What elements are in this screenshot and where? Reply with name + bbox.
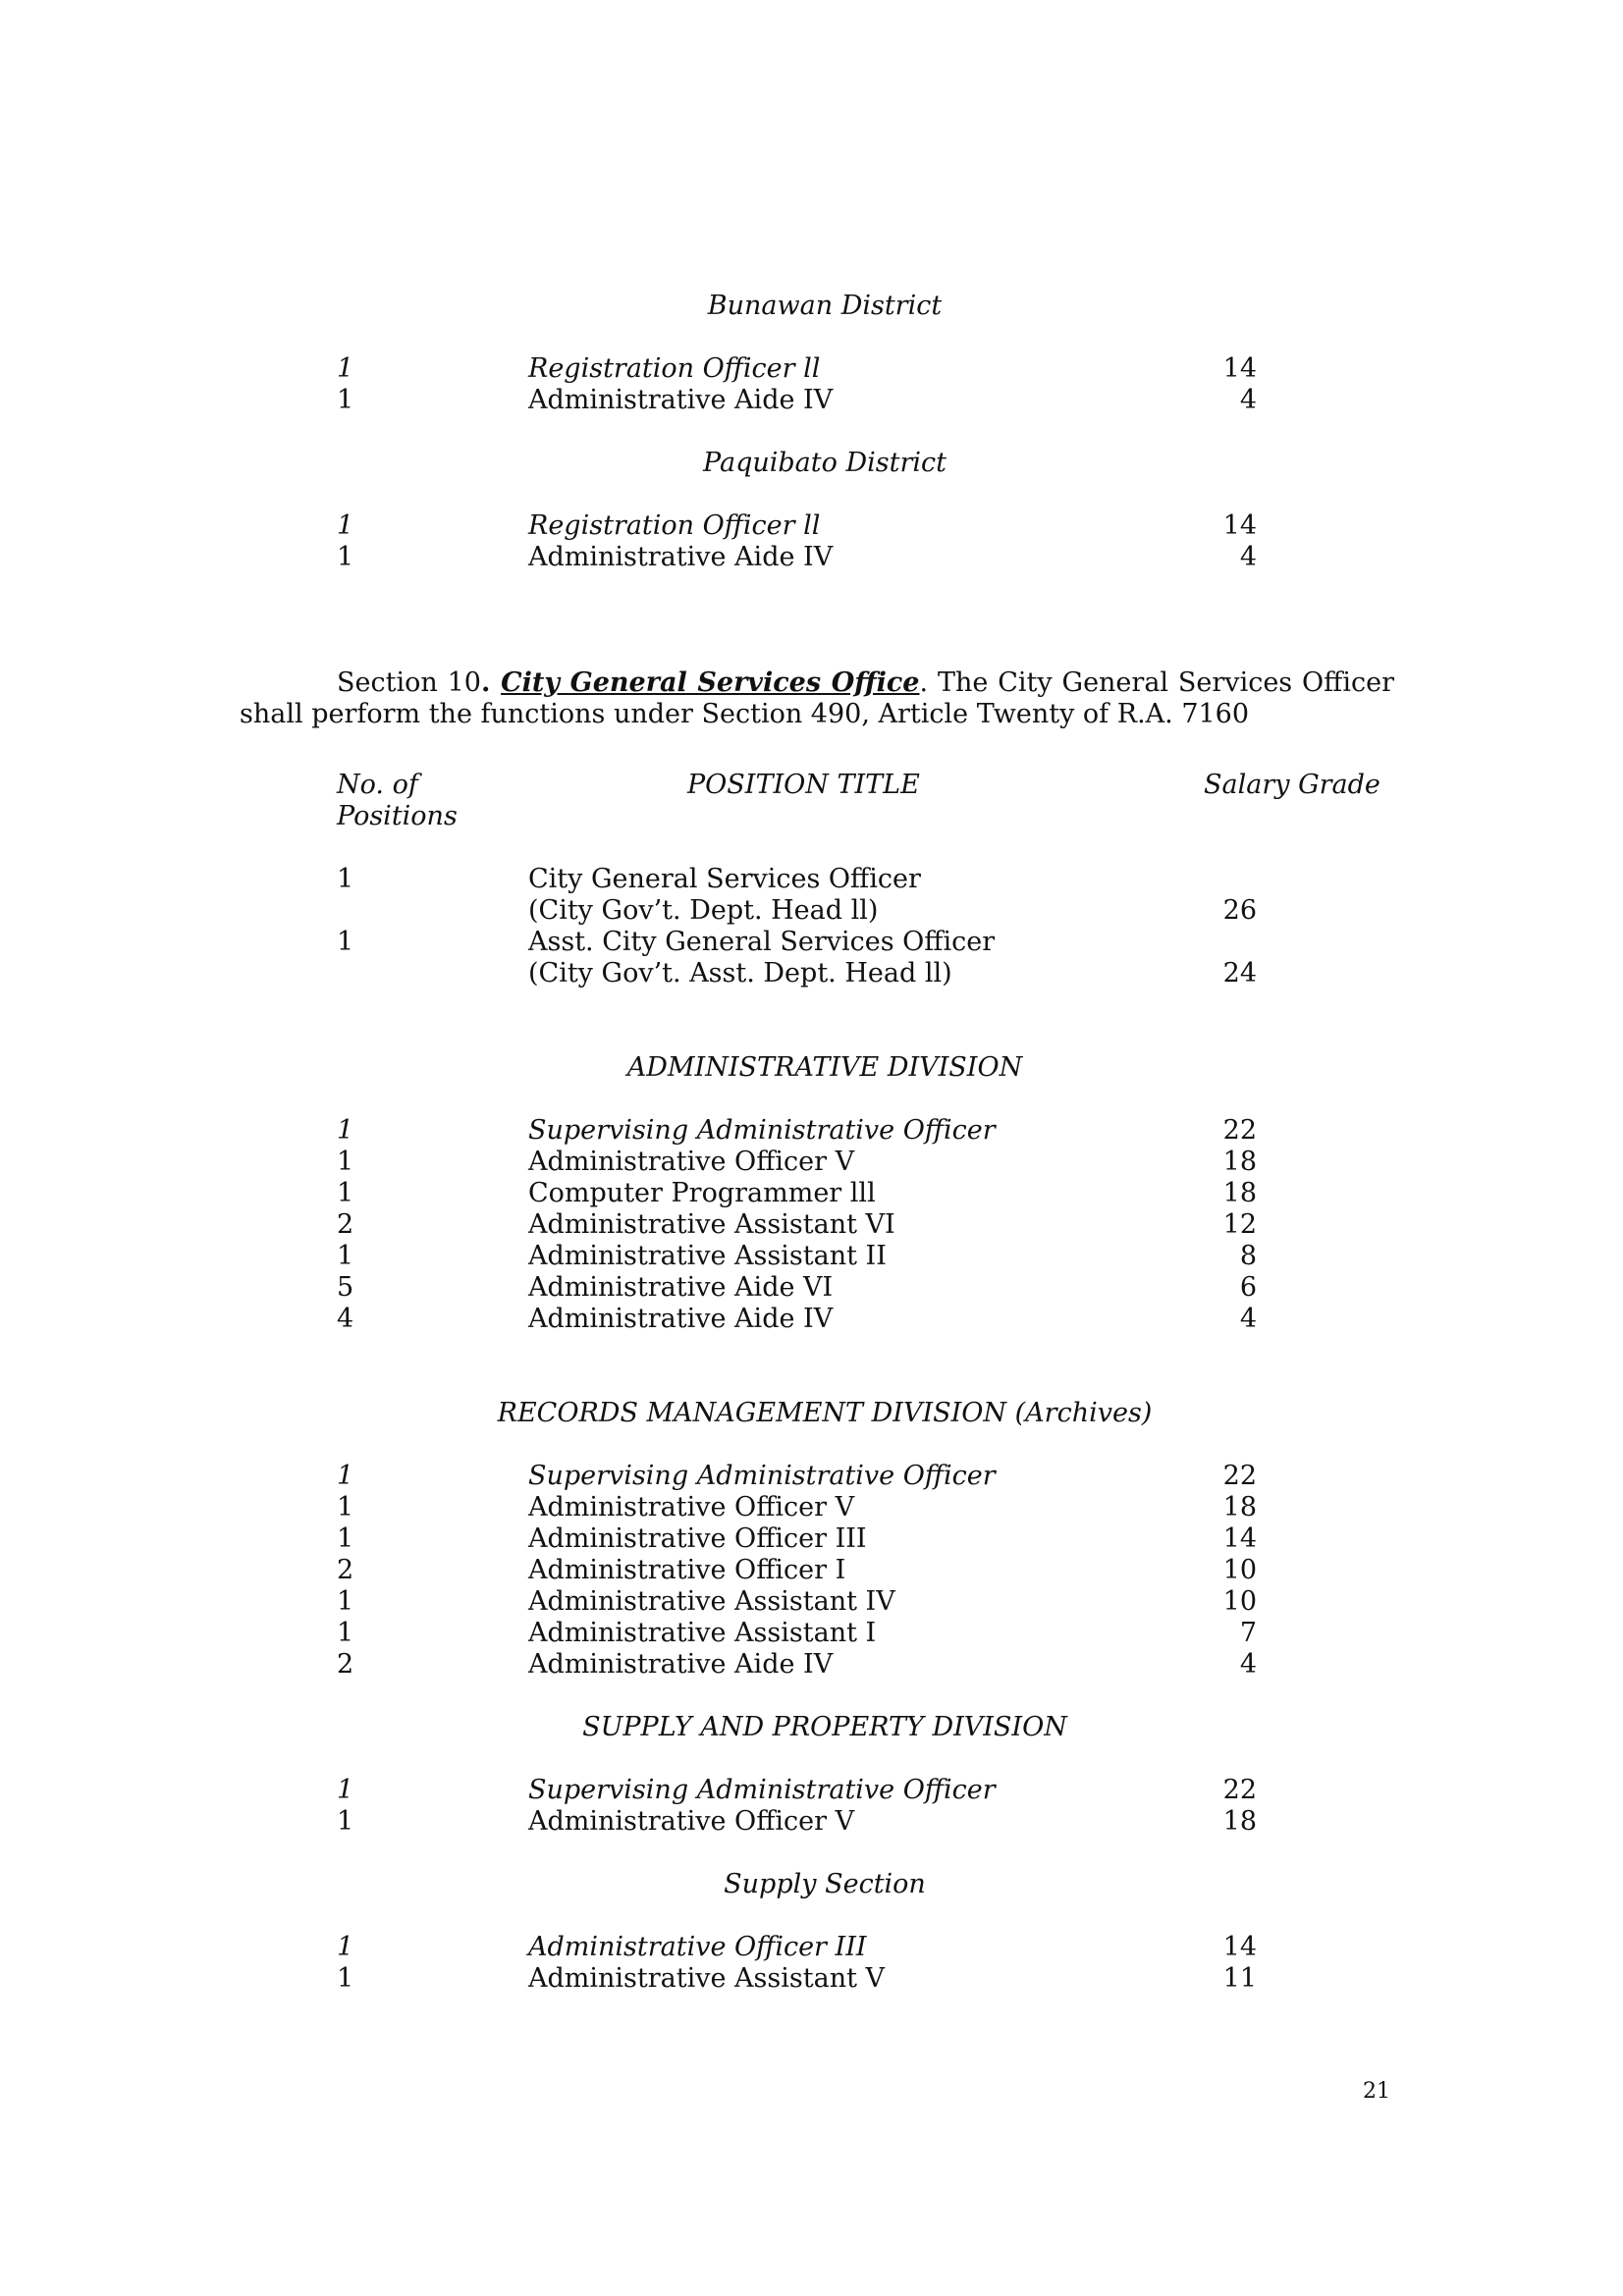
- position-count: 5: [337, 1272, 354, 1303]
- administrative-division-heading: ADMINISTRATIVE DIVISION: [626, 1052, 1023, 1083]
- position-title: Administrative Officer V: [528, 1147, 855, 1177]
- section-line-1-rest: . The City General Services Officer: [919, 667, 1394, 698]
- table-row: [0, 1272, 1623, 1304]
- salary-grade: 24: [1222, 958, 1257, 988]
- position-title: Administrative Assistant VI: [528, 1209, 895, 1240]
- column-header-positions-line-1: No. of: [337, 770, 418, 800]
- position-count: 1: [337, 1523, 354, 1554]
- position-title: Administrative Officer V: [528, 1806, 855, 1837]
- position-title: Registration Officer ll: [528, 510, 821, 541]
- salary-grade: 22: [1222, 1775, 1257, 1805]
- table-row: [0, 1492, 1623, 1523]
- position-count: 1: [337, 1492, 354, 1522]
- position-count: 2: [337, 1555, 354, 1585]
- position-title: Administrative Officer V: [528, 1492, 855, 1522]
- salary-grade: 7: [1239, 1618, 1257, 1648]
- position-count: 2: [337, 1649, 354, 1680]
- position-title-line-2: (City Gov’t. Dept. Head ll): [528, 895, 879, 926]
- table-row: [0, 1461, 1623, 1492]
- salary-grade: 4: [1239, 1649, 1257, 1680]
- position-count: 1: [337, 864, 354, 894]
- position-title: [528, 927, 1157, 989]
- position-count: 1: [337, 1115, 354, 1146]
- position-title: Administrative Assistant II: [528, 1241, 887, 1271]
- table-row: [0, 1649, 1623, 1681]
- position-title-line-2: (City Gov’t. Asst. Dept. Head ll): [528, 958, 952, 988]
- position-title-line-1: City General Services Officer: [528, 864, 921, 894]
- column-header-positions-line-2: Positions: [337, 801, 458, 831]
- salary-grade: 6: [1239, 1272, 1257, 1303]
- page-number: 21: [1363, 2079, 1390, 2104]
- position-title: Supervising Administrative Officer: [528, 1775, 996, 1805]
- position-title: Administrative Aide IV: [528, 542, 834, 572]
- position-count: 1: [337, 353, 354, 384]
- position-count: 1: [337, 1147, 354, 1177]
- supply-section-heading: Supply Section: [724, 1869, 926, 1899]
- salary-grade: 18: [1222, 1806, 1257, 1837]
- table-row: [0, 1586, 1623, 1618]
- table-row: [0, 1932, 1623, 1963]
- section-10-line-2: shall perform the functions under Section 490, Article Twenty of R.A. 7160: [240, 699, 1250, 729]
- salary-grade: 18: [1222, 1492, 1257, 1522]
- section-10-paragraph: [240, 667, 1394, 730]
- position-count: 1: [337, 1461, 354, 1491]
- section-dot: .: [480, 667, 502, 698]
- salary-grade: 14: [1222, 1932, 1257, 1962]
- position-count: 1: [337, 927, 354, 957]
- table-row: [0, 542, 1623, 573]
- position-title: Computer Programmer lll: [528, 1178, 876, 1208]
- salary-grade: 11: [1222, 1963, 1257, 1994]
- table-row: [0, 1523, 1623, 1555]
- salary-grade: 18: [1222, 1147, 1257, 1177]
- position-title: Administrative Officer III: [528, 1523, 867, 1554]
- section-10-line-1: [240, 667, 1394, 699]
- column-header-salary-grade: Salary Grade: [1204, 770, 1380, 800]
- position-title: Administrative Aide IV: [528, 1304, 834, 1334]
- position-count: 1: [337, 1932, 354, 1962]
- table-row: [0, 1555, 1623, 1586]
- position-count: 1: [337, 1963, 354, 1994]
- table-row: [0, 1209, 1623, 1241]
- table-row: [0, 1775, 1623, 1806]
- position-count: 1: [337, 1586, 354, 1617]
- salary-grade: 4: [1239, 1304, 1257, 1334]
- position-title: Supervising Administrative Officer: [528, 1115, 996, 1146]
- column-header-positions: [337, 770, 458, 832]
- position-count: 1: [337, 1775, 354, 1805]
- position-title: Administrative Aide IV: [528, 1649, 834, 1680]
- column-header-position-title: POSITION TITLE: [687, 770, 920, 800]
- table-row: [0, 1618, 1623, 1649]
- position-title: Administrative Assistant I: [528, 1618, 877, 1648]
- table-row: [0, 927, 1623, 989]
- salary-grade: 26: [1222, 895, 1257, 926]
- position-title: Administrative Officer I: [528, 1555, 846, 1585]
- position-count: 1: [337, 1806, 354, 1837]
- table-row: [0, 353, 1623, 385]
- paquibato-district-heading: Paquibato District: [703, 448, 947, 478]
- salary-grade: 4: [1239, 542, 1257, 572]
- section-heading: City General Services Office: [501, 667, 920, 698]
- table-row: [0, 385, 1623, 416]
- position-title: Administrative Assistant IV: [528, 1586, 895, 1617]
- position-count: 2: [337, 1209, 354, 1240]
- salary-grade: 14: [1222, 1523, 1257, 1554]
- records-management-division-heading: RECORDS MANAGEMENT DIVISION (Archives): [497, 1398, 1153, 1428]
- salary-grade: 10: [1222, 1555, 1257, 1585]
- position-title: Administrative Aide IV: [528, 385, 834, 415]
- table-row: [0, 1241, 1623, 1272]
- position-count: 1: [337, 542, 354, 572]
- table-row: [0, 1963, 1623, 1995]
- supply-property-division-heading: SUPPLY AND PROPERTY DIVISION: [582, 1712, 1067, 1742]
- section-number: Section 10: [337, 667, 481, 698]
- position-count: 1: [337, 1241, 354, 1271]
- table-row: [0, 1178, 1623, 1209]
- salary-grade: 22: [1222, 1115, 1257, 1146]
- salary-grade: 4: [1239, 385, 1257, 415]
- table-row: [0, 1806, 1623, 1838]
- position-count: 1: [337, 1178, 354, 1208]
- salary-grade: 10: [1222, 1586, 1257, 1617]
- position-title: Supervising Administrative Officer: [528, 1461, 996, 1491]
- position-title: Administrative Officer III: [528, 1932, 867, 1962]
- table-row: [0, 510, 1623, 542]
- table-row: [0, 1147, 1623, 1178]
- salary-grade: 8: [1239, 1241, 1257, 1271]
- table-row: [0, 1304, 1623, 1335]
- position-title-line-1: Asst. City General Services Officer: [528, 927, 996, 957]
- table-row: [0, 1115, 1623, 1147]
- salary-grade: 12: [1222, 1209, 1257, 1240]
- position-count: 1: [337, 385, 354, 415]
- position-title: [528, 864, 1157, 927]
- position-count: 4: [337, 1304, 354, 1334]
- salary-grade: 14: [1222, 353, 1257, 384]
- salary-grade: 22: [1222, 1461, 1257, 1491]
- table-row: [0, 864, 1623, 927]
- position-title: Administrative Assistant V: [528, 1963, 886, 1994]
- position-title: Registration Officer ll: [528, 353, 821, 384]
- position-count: 1: [337, 1618, 354, 1648]
- position-count: 1: [337, 510, 354, 541]
- salary-grade: 14: [1222, 510, 1257, 541]
- position-title: Administrative Aide VI: [528, 1272, 834, 1303]
- bunawan-district-heading: Bunawan District: [707, 291, 943, 321]
- salary-grade: 18: [1222, 1178, 1257, 1208]
